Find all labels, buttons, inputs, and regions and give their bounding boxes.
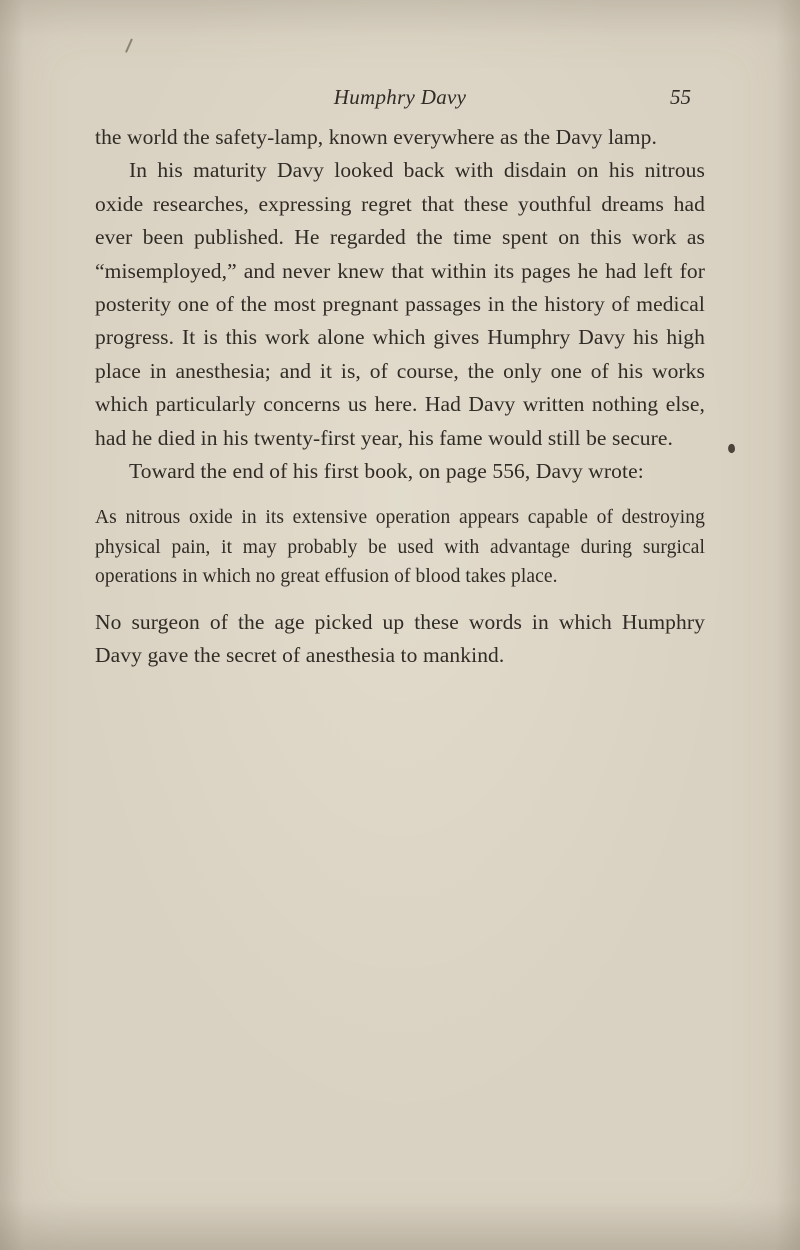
- page-number: 55: [670, 85, 691, 109]
- paragraph: Toward the end of his first book, on page 556, Davy wrote:: [129, 459, 644, 484]
- running-header: [95, 84, 705, 114]
- paragraph-continuation: the world the safety-lamp, known everywhere as the Davy lamp.: [95, 125, 657, 149]
- block-quote: As nitrous oxide in its extensive operation appears capable of destroying physical pain, it may probably be used with advantage during surgical operations in which no great effusion of blood takes place.: [95, 507, 705, 588]
- pen-mark-artifact: [125, 38, 132, 52]
- ink-speck-artifact: [727, 443, 736, 454]
- text-block: [95, 121, 705, 673]
- paragraph: No surgeon of the age picked up these words in which Humphry Davy gave the secret of anesthesia to mankind.: [95, 609, 705, 668]
- running-header-title: Humphry Davy: [333, 85, 467, 109]
- paragraph: In his maturity Davy looked back with disdain on his nitrous oxide researches, expressing regret that these youthful dreams had ever been published. He regarded the time spent on this work as “misemployed,” and never knew that within its pages he had left for posterity one of the most pregnant passages in the history of medical progress. It is this work alone which gives Humphry Davy his high place in anesthesia; and it is, of course, the only one of his works which particularly concerns us here. Had Davy written nothing else, had he died in his twenty-first year, his fame would still be secure.: [95, 158, 705, 450]
